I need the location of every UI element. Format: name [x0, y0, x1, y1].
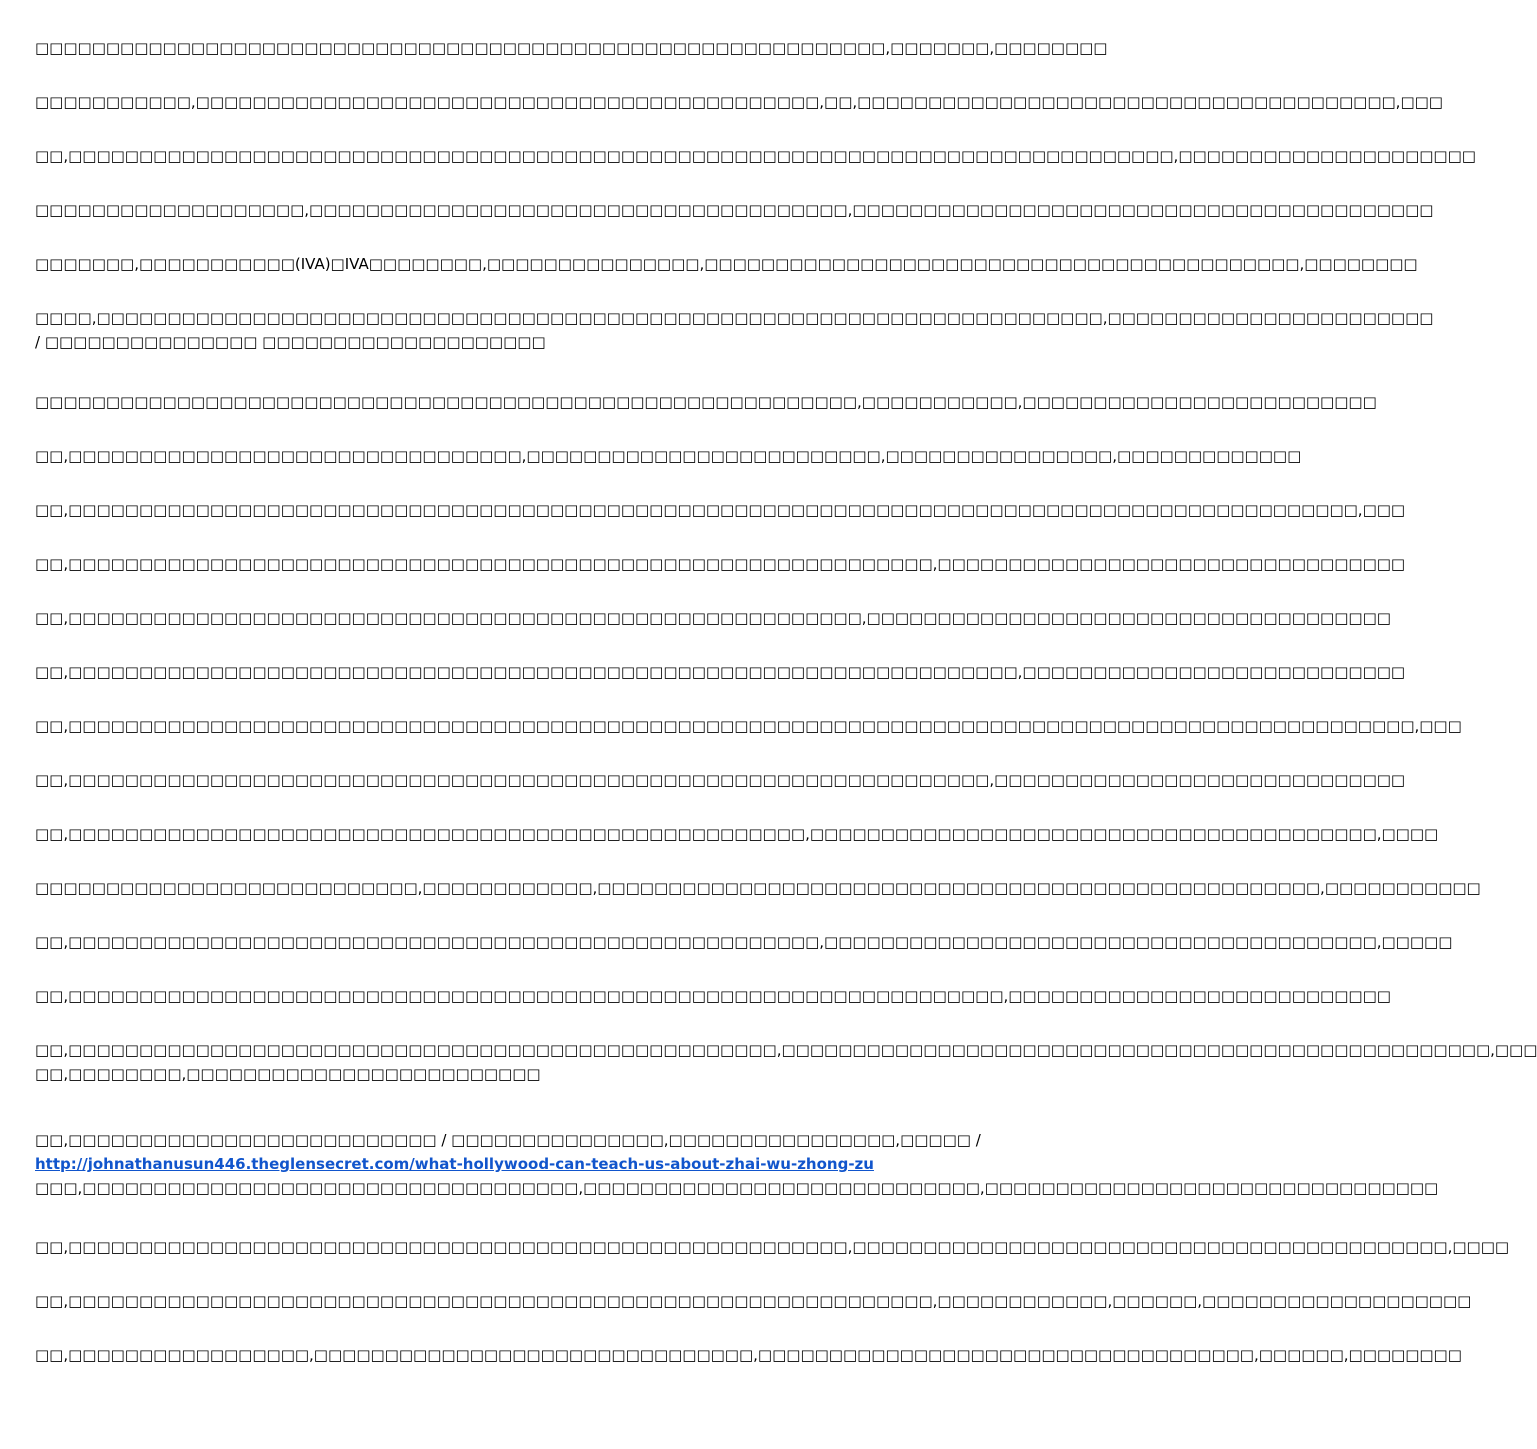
- paragraph: [35, 930, 1453, 954]
- tail-paragraph-list: [35, 1235, 1510, 1375]
- paragraph: [35, 36, 1108, 60]
- article-link[interactable]: http://johnathanusun446.theglensecret.com/what-hollywood-can-teach-us-about-zhai-wu-zhong-zu: [35, 1155, 874, 1173]
- paragraph-line: □□,□□□□□□□□□□□□□□□□□□□□□□□□□□□□□□□□□□□□□□□□□□□□□□□□□□□□□□□□□□□□□□□□□□□□□□□□□□□□□□□□□□□□□□□□□□□□□□□,□□□: [35, 717, 1462, 735]
- paragraph-line: □□,□□□□□□□□□□□□□□□□□,□□□□□□□□□□□□□□□□□□□□□□□□□□□□□□□,□□□□□□□□□□□□□□□□□□□□□□□□□□□□□□□□□□□,□□□□□□,□□□□□□□□: [35, 1346, 1462, 1364]
- paragraph: [35, 1038, 1537, 1086]
- paragraph-line: □□,□□□□□□□□□□□□□□□□□□□□□□□□□□□□□□□□□□□□□□□□□□□□□□□□□□□□□□□□□□□□□,□□□□□□□□□□□□□□□□□□□□□□□□□□□□□□□□□: [35, 555, 1406, 573]
- document-body: [35, 36, 1537, 1364]
- paragraph: [35, 714, 1462, 738]
- paragraph-line: □□,□□□□□□□□□□□□□□□□□□□□□□□□□□□□□□□□□□□□□□□□□□□□□□□□□□□□□□□□□□□□□,□□□□□□□□□□□□,□□□□□□,□□□□□□□□□□□□□□□□□□□: [35, 1292, 1472, 1310]
- paragraph-line: □□□□□□□□□□□□□□□□□□□□□□□□□□□□□□□□□□□□□□□□□□□□□□□□□□□□□□□□□□□□,□□□□□□□,□□□□□□□□: [35, 39, 1108, 57]
- paragraph: [35, 90, 1443, 114]
- paragraph: [35, 876, 1481, 900]
- paragraph-line: □□□□□□□□□□□□□□□□□□□□□□□□□□□,□□□□□□□□□□□□,□□□□□□□□□□□□□□□□□□□□□□□□□□□□□□□□□□□□□□□□□□□□□□□□□□□,□□□□□□□□□□□: [35, 879, 1481, 897]
- paragraph-line: □□,□□□□□□□□□□□□□□□□□□□□□□□□□□□□□□□□,□□□□□□□□□□□□□□□□□□□□□□□□□,□□□□□□□□□□□□□□□□,□□□□□□□□□□□□□: [35, 447, 1302, 465]
- paragraph-line: □□,□□□□□□□□□□□□□□□□□□□□□□□□□□□□□□□□□□□□□□□□□□□□□□□□□□□□□□□□□□□□□□□□□□□□□□□□□□□□□□,□□□□□□□□□□□□□□□□□□□□□: [35, 147, 1476, 165]
- paragraph-line: □□□□□□□,□□□□□□□□□□□(IVA)□IVA□□□□□□□□,□□□□□□□□□□□□□□□,□□□□□□□□□□□□□□□□□□□□□□□□□□□□□□□□□□□□□□□□□□,□□□□□□□□: [35, 255, 1418, 273]
- paragraph-line: □□,□□□□□□□□□□□□□□□□□□□□□□□□□□□□□□□□□□□□□□□□□□□□□□□□□□□□□□□□□□□□□□□□□□□□□□□□□□□□□□□□□□□□□□□□□□□,□□□: [35, 501, 1406, 519]
- paragraph: [35, 1343, 1462, 1367]
- paragraph-line: □□,□□□□□□□□□□□□□□□□□□□□□□□□□□□□□□□□□□□□□□□□□□□□□□□□□□□□□□□□□□□□□□□□□□,□□□□□□□□□□□□□□□□□□□□□□□□□□□: [35, 987, 1391, 1005]
- paragraph: [35, 444, 1302, 468]
- paragraph-line: □□,□□□□□□□□□□□□□□□□□□□□□□□□□□□□□□□□□□□□□□□□□□□□□□□□□□□□□□□□,□□□□□□□□□□□□□□□□□□□□□□□□□□□□□□□□□□□□□: [35, 609, 1391, 627]
- paragraph: [35, 822, 1439, 846]
- paragraph-line: / □□□□□□□□□□□□□□□ □□□□□□□□□□□□□□□□□□□□: [35, 333, 546, 351]
- paragraph-line: □□□□□□□□□□□,□□□□□□□□□□□□□□□□□□□□□□□□□□□□□□□□□□□□□□□□□□□□,□□,□□□□□□□□□□□□□□□□□□□□□□□□□□□□□□□□□□□□□□,□□□: [35, 93, 1443, 111]
- paragraph: [35, 306, 1434, 354]
- paragraph-line: □□,□□□□□□□□□□□□□□□□□□□□□□□□□□□□□□□□□□□□□□□□□□□□□□□□□□□□,□□□□□□□□□□□□□□□□□□□□□□□□□□□□□□□□□□□□□□□□,□□□□: [35, 825, 1439, 843]
- paragraph: [35, 1289, 1472, 1313]
- link-paragraph-line-after: □□□,□□□□□□□□□□□□□□□□□□□□□□□□□□□□□□□□□□□,□□□□□□□□□□□□□□□□□□□□□□□□□□□□,□□□□□□□□□□□□□□□□□□□□□□□□□□□□□□□□: [35, 1179, 1439, 1197]
- paragraph-line: □□,□□□□□□□□□□□□□□□□□□□□□□□□□□□□□□□□□□□□□□□□□□□□□□□□□□□□□□□□□□□□□□□□□,□□□□□□□□□□□□□□□□□□□□□□□□□□□□□: [35, 771, 1406, 789]
- paragraph-line: □□□□,□□□□□□□□□□□□□□□□□□□□□□□□□□□□□□□□□□□□□□□□□□□□□□□□□□□□□□□□□□□□□□□□□□□□□□□,□□□□□□□□□□□□□□□□□□□□□□□: [35, 309, 1434, 327]
- paragraph: [35, 252, 1418, 276]
- link-paragraph: [35, 1128, 1439, 1200]
- paragraph: [35, 198, 1434, 222]
- paragraph: [35, 144, 1476, 168]
- paragraph-line: □□□□□□□□□□□□□□□□□□□,□□□□□□□□□□□□□□□□□□□□□□□□□□□□□□□□□□□□□□,□□□□□□□□□□□□□□□□□□□□□□□□□□□□□□□□□□□□□□□□□: [35, 201, 1434, 219]
- paragraph: [35, 390, 1377, 414]
- paragraph: [35, 606, 1391, 630]
- paragraph: [35, 660, 1406, 684]
- paragraph-line: □□,□□□□□□□□□□□□□□□□□□□□□□□□□□□□□□□□□□□□□□□□□□□□□□□□□□□□□,□□□□□□□□□□□□□□□□□□□□□□□□□□□□□□□□□□□□□□□,□□□□□: [35, 933, 1453, 951]
- paragraph: [35, 1235, 1510, 1259]
- paragraph-line: □□□□□□□□□□□□□□□□□□□□□□□□□□□□□□□□□□□□□□□□□□□□□□□□□□□□□□□□□□,□□□□□□□□□□□,□□□□□□□□□□□□□□□□□□□□□□□□□: [35, 393, 1377, 411]
- paragraph-line: □□,□□□□□□□□□□□□□□□□□□□□□□□□□□□□□□□□□□□□□□□□□□□□□□□□□□□□□□□□□□□□□□□□□□□,□□□□□□□□□□□□□□□□□□□□□□□□□□□: [35, 663, 1406, 681]
- paragraph-list: [35, 36, 1537, 1126]
- paragraph-line: □□,□□□□□□□□□□□□□□□□□□□□□□□□□□□□□□□□□□□□□□□□□□□□□□□□□□□□□□□,□□□□□□□□□□□□□□□□□□□□□□□□□□□□□□□□□□□□□□□□□□,□□□□: [35, 1238, 1510, 1256]
- paragraph-line: □□,□□□□□□□□,□□□□□□□□□□□□□□□□□□□□□□□□□: [35, 1065, 541, 1083]
- paragraph-line: □□,□□□□□□□□□□□□□□□□□□□□□□□□□□□□□□□□□□□□□□□□□□□□□□□□□□,□□□□□□□□□□□□□□□□□□□□□□□□□□□□□□□□□□□□□□□□□□□□□□□□□□,□□□: [35, 1041, 1537, 1059]
- paragraph: [35, 498, 1406, 522]
- paragraph: [35, 768, 1406, 792]
- paragraph: [35, 984, 1391, 1008]
- link-paragraph-line-before: □□,□□□□□□□□□□□□□□□□□□□□□□□□□□ / □□□□□□□□□□□□□□□,□□□□□□□□□□□□□□□□,□□□□□ /: [35, 1131, 981, 1149]
- paragraph: [35, 552, 1406, 576]
